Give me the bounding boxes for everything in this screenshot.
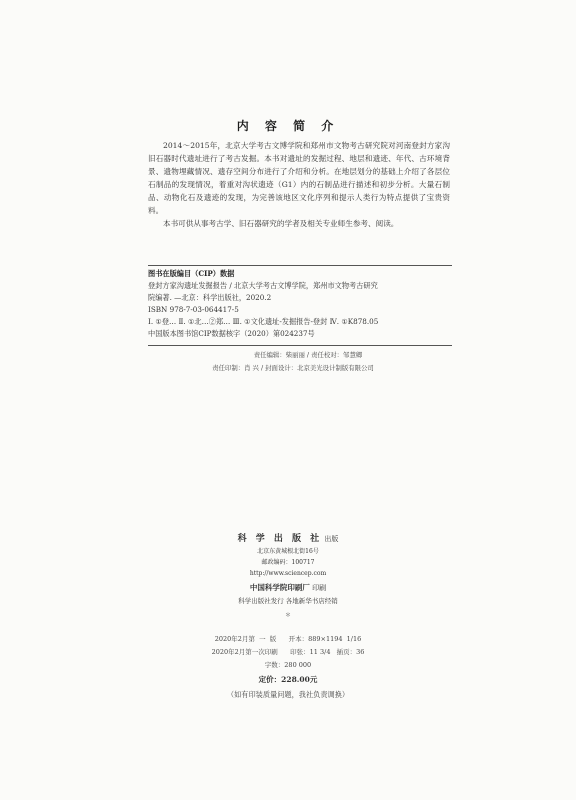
- printer-name: 中国科学院印刷厂: [249, 583, 310, 592]
- cip-heading: 图书在版编目（CIP）数据: [148, 269, 235, 278]
- editorial-credits: [0, 349, 576, 375]
- edition-specs: [0, 633, 576, 702]
- publisher-postcode: 邮政编码：100717: [261, 559, 315, 566]
- cip-bottom-rule: [148, 345, 452, 346]
- cip-isbn: ISBN 978-7-03-064417-5: [148, 305, 239, 314]
- publisher-suffix: 出版: [322, 535, 339, 543]
- publisher-block: [0, 533, 576, 623]
- editor-credits-line-2: 责任印制：肖 兴 / 封面设计：北京美光设计制版有限公司: [212, 364, 374, 372]
- publisher-name-line: [0, 533, 576, 546]
- editor-credits-line-1: 责任编辑：柴丽丽 / 责任校对：邹慧卿: [253, 351, 363, 359]
- separator-star: ＊: [284, 612, 291, 619]
- price: 定价：228.00元: [258, 675, 318, 684]
- publisher-website: http://www.sciencep.com: [249, 570, 327, 577]
- edition-line-1: 2020年2月第 一 版 开本：889×1194 1/16: [214, 635, 362, 643]
- printer-suffix: 印刷: [309, 584, 327, 592]
- cip-library-number: 中国版本图书馆CIP数据核字（2020）第024237号: [148, 329, 315, 338]
- publisher-address: 北京东黄城根北街16号: [257, 548, 319, 555]
- cip-classification: Ⅰ. ①登… Ⅱ. ①北…②郑… Ⅲ. ①文化遗址-发掘报告-登封 Ⅳ. ①K878.05: [148, 317, 379, 326]
- publisher-name: 科 学 出 版 社: [237, 534, 323, 544]
- summary-paragraph-1: 2014～2015年，北京大学考古文博学院和郑州市文物考古研究院对河南登封方家沟旧石器时代遗址进行了考古发掘。本书对遗址的发掘过程、地层和遗迹、年代、古环境背景、遗物埋藏情况、遗存空间分布进行了介绍和分析。在地层划分的基础上介绍了各层位石制品的发现情况，着重对沟状遗迹（G1）内的石制品进行描述和初步分析。大量石制品、动物化石及遗迹的发现，为完善该地区文化序列和提示人类行为特点提供了宝贵资料。: [148, 141, 450, 215]
- edition-line-2: 2020年2月第一次印刷 印张：11 3/4 插页：36: [211, 648, 365, 656]
- cip-title-line-2: 院编著. —北京：科学出版社，2020.2: [148, 293, 272, 302]
- quality-notice: （如有印装质量问题，我社负责调换）: [226, 690, 350, 699]
- cip-block: [148, 268, 452, 340]
- summary-paragraph-2: 本书可供从事考古学、旧石器研究的学者及相关专业师生参考、阅读。: [163, 219, 399, 228]
- distributor-line: 科学出版社发行 各地新华书店经销: [238, 597, 338, 605]
- content-summary: [148, 139, 450, 230]
- cip-title-line-1: 登封方家沟遗址发掘报告 / 北京大学考古文博学院，郑州市文物考古研究: [148, 281, 378, 290]
- page-title: 内 容 简 介: [236, 119, 340, 133]
- cip-top-rule: [148, 265, 452, 266]
- word-count: 字数：280 000: [264, 661, 312, 669]
- printer-line: [0, 581, 576, 595]
